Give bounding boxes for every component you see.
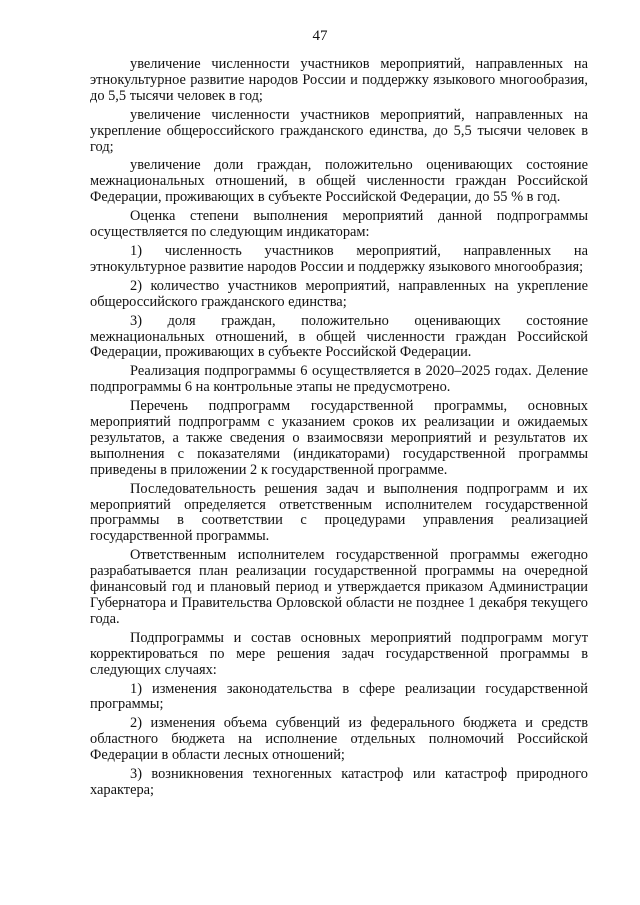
paragraph: увеличение численности участников мероприятий, направленных на укрепление общероссийского гражданского единства, до 5,5 тысячи человек в год; [90, 106, 588, 155]
paragraph: Последовательность решения задач и выполнения подпрограмм и их мероприятий определяется ответственным исполнителем государственной программы в соответствии с процедурами управления реализацией государственной программы. [90, 480, 588, 545]
paragraph: Ответственным исполнителем государственной программы ежегодно разрабатывается план реализации государственной программы на очередной финансовый год и плановый период и утверждается приказом Администрации Губернатора и Правительства Орловской области не позднее 1 декабря текущего года. [90, 547, 588, 627]
indicator-item: 2) количество участников мероприятий, направленных на укрепление общероссийского гражданского единства; [90, 277, 588, 310]
indicator-item: 1) численность участников мероприятий, направленных на этнокультурное развитие народов России и поддержку языкового многообразия; [90, 242, 588, 275]
paragraph: увеличение доли граждан, положительно оценивающих состояние межнациональных отношений, в общей численности граждан Российской Федерации, проживающих в субъекте Российской Федерации, до 55 % в год. [90, 157, 588, 206]
case-item: 2) изменения объема субвенций из федерального бюджета и средств областного бюджета на исполнение отдельных полномочий Российской Федерации в области лесных отношений; [90, 715, 588, 764]
paragraph: Оценка степени выполнения мероприятий данной подпрограммы осуществляется по следующим индикаторам: [90, 208, 588, 241]
paragraph: Подпрограммы и состав основных мероприятий подпрограмм могут корректироваться по мере решения задач государственной программы в следующих случаях: [90, 629, 588, 678]
paragraph: Реализация подпрограммы 6 осуществляется в 2020–2025 годах. Деление подпрограммы 6 на контрольные этапы не предусмотрено. [90, 363, 588, 396]
paragraph: увеличение численности участников мероприятий, направленных на этнокультурное развитие народов России и поддержку языкового многообразия, до 5,5 тысячи человек в год; [90, 56, 588, 104]
document-body [90, 57, 588, 802]
page-number: 47 [312, 28, 328, 44]
paragraph: Перечень подпрограмм государственной программы, основных мероприятий подпрограмм с указанием сроков их реализации и ожидаемых результатов, а также сведения о взаимосвязи мероприятий и результатов их выполнения с показателями (индикаторами) государственной программы приведены в приложении 2 к государственной программе. [90, 398, 588, 478]
case-item: 3) возникновения техногенных катастроф или катастроф природного характера; [90, 766, 588, 798]
indicator-item: 3) доля граждан, положительно оценивающих состояние межнациональных отношений, в общей численности граждан Российской Федерации, проживающих в субъекте Российской Федерации. [90, 312, 588, 361]
case-item: 1) изменения законодательства в сфере реализации государственной программы; [90, 680, 588, 713]
